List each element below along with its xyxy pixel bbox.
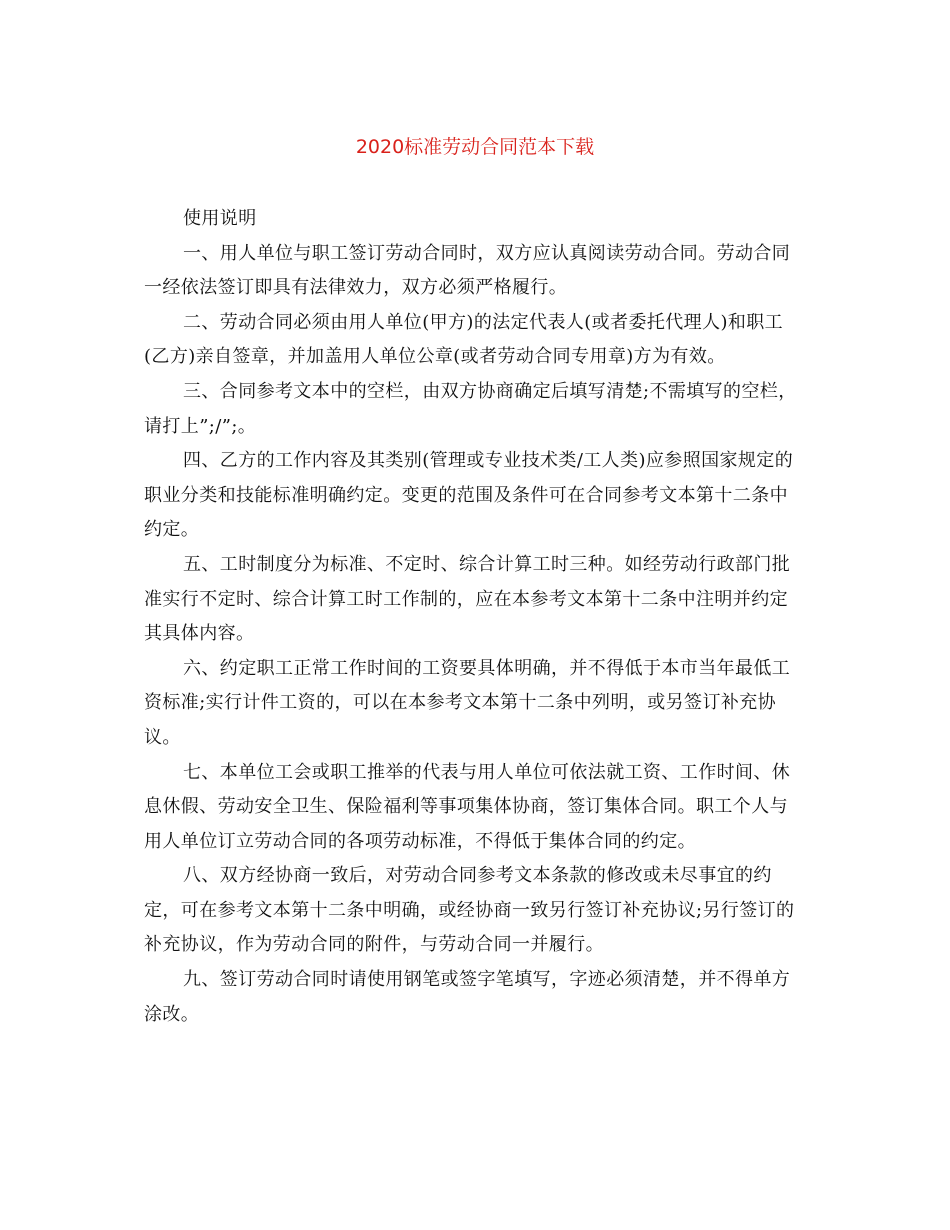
paragraph-4: 四、乙方的工作内容及其类别(管理或专业技术类/工人类)应参照国家规定的职业分类和技能标准明确约定。变更的范围及条件可在合同参考文本第十二条中约定。	[144, 450, 794, 541]
paragraph-9: 九、签订劳动合同时请使用钢笔或签字笔填写，字迹必须清楚，并不得单方涂改。	[144, 969, 791, 1025]
section-heading: 使用说明	[183, 208, 257, 229]
paragraph-8: 八、双方经协商一致后，对劳动合同参考文本条款的修改或未尽事宜的约定，可在参考文本第十二条中明确，或经协商一致另行签订补充协议;另行签订的补充协议，作为劳动合同的附件，与劳动合同一并履行。	[144, 865, 795, 956]
paragraph-7: 七、本单位工会或职工推举的代表与用人单位可依法就工资、工作时间、休息休假、劳动安全卫生、保险福利等事项集体协商，签订集体合同。职工个人与用人单位订立劳动合同的各项劳动标准，不得低于集体合同的约定。	[144, 761, 791, 852]
paragraph-3: 三、合同参考文本中的空栏，由双方协商确定后填写清楚;不需填写的空栏，请打上”;/”;。	[144, 380, 797, 437]
paragraph-6: 六、约定职工正常工作时间的工资要具体明确，并不得低于本市当年最低工资标准;实行计件工资的，可以在本参考文本第十二条中列明，或另签订补充协议。	[144, 657, 791, 748]
document-title: 2020标准劳动合同范本下载	[355, 136, 595, 158]
paragraph-1: 一、用人单位与职工签订劳动合同时，双方应认真阅读劳动合同。劳动合同一经依法签订即具有法律效力，双方必须严格履行。	[144, 242, 791, 299]
document-body	[144, 202, 804, 1032]
paragraph-5: 五、工时制度分为标准、不定时、综合计算工时三种。如经劳动行政部门批准实行不定时、综合计算工时工作制的，应在本参考文本第十二条中注明并约定其具体内容。	[144, 553, 791, 645]
paragraph-2: 二、劳动合同必须由用人单位(甲方)的法定代表人(或者委托代理人)和职工(乙方)亲自签章，并加盖用人单位公章(或者劳动合同专用章)方为有效。	[144, 311, 784, 368]
